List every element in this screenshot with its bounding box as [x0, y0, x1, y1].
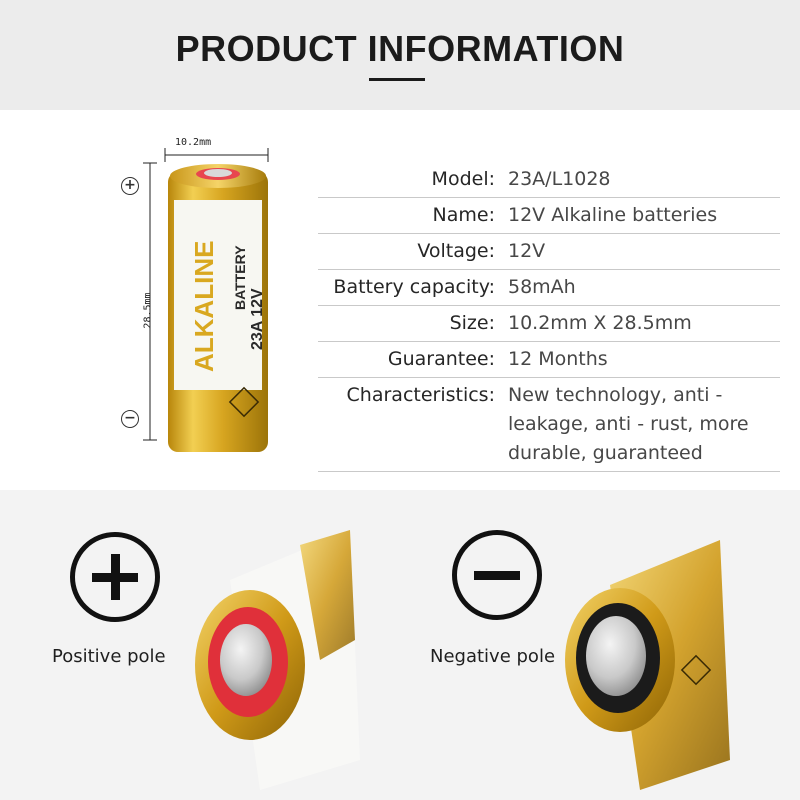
height-label: 28.5mm: [142, 292, 154, 329]
spec-value: 58mAh: [508, 276, 576, 298]
spec-value: New technology, anti - leakage, anti - rust, more durable, guaranteed: [508, 384, 749, 464]
spec-value: 12 Months: [508, 348, 608, 370]
spec-label: Size:: [449, 312, 495, 334]
positive-terminal: [220, 624, 272, 696]
negative-pole-photo: [565, 540, 730, 790]
battery-brand-text: ALKALINE: [189, 240, 219, 372]
spec-label: Characteristics:: [346, 384, 495, 406]
spec-label: Model:: [431, 168, 495, 190]
spec-label: Guarantee:: [387, 348, 495, 370]
positive-pole-label: Positive pole: [52, 646, 166, 667]
spec-label: Battery capacity:: [333, 276, 495, 298]
battery-text-1: BATTERY: [232, 245, 248, 310]
spec-label: Voltage:: [417, 240, 495, 262]
spec-value: 23A/L1028: [508, 168, 611, 190]
negative-terminal: [586, 616, 646, 696]
spec-label: Name:: [432, 204, 495, 226]
positive-pole-photo: [195, 530, 360, 790]
width-label: 10.2mm: [175, 137, 212, 148]
spec-value: 10.2mm X 28.5mm: [508, 312, 692, 334]
negative-pole-label: Negative pole: [430, 646, 556, 667]
minus-symbol: −: [121, 410, 139, 428]
plus-symbol: +: [121, 177, 139, 195]
battery-text-2: 23A 12V: [249, 288, 266, 350]
spec-value: 12V: [508, 240, 546, 262]
spec-value: 12V Alkaline batteries: [508, 204, 718, 226]
page-title: PRODUCT INFORMATION: [175, 28, 625, 69]
